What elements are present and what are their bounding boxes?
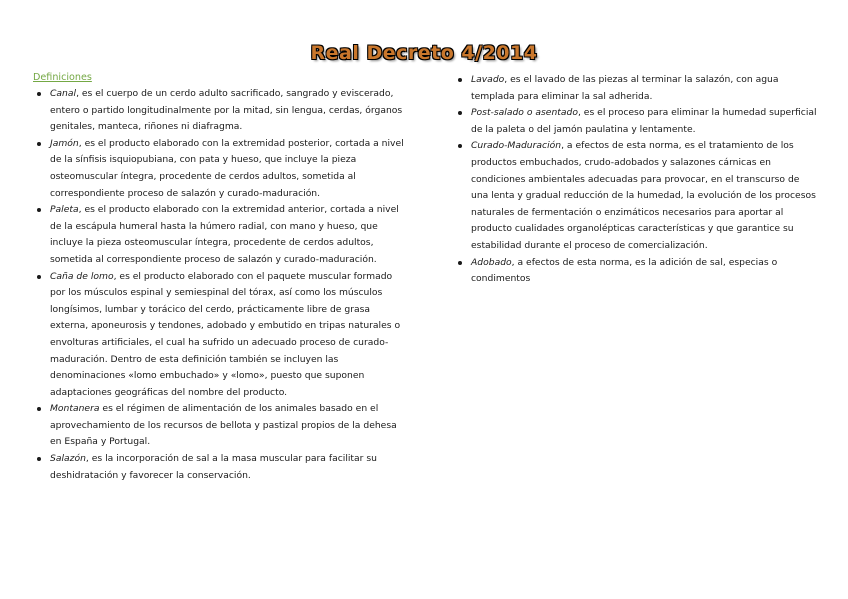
definition-term: Curado-Maduración <box>471 140 562 152</box>
definition-text: , es la incorporación de sal a la masa muscular para facilitar su deshidratación y favorecer la conservación. <box>50 453 377 481</box>
definition-term: Adobado <box>471 256 512 268</box>
list-item <box>50 86 409 136</box>
definition-term: Jamón <box>50 137 79 149</box>
list-item <box>50 401 409 451</box>
definition-term: Paleta <box>50 204 79 216</box>
list-item <box>50 269 409 402</box>
list-item <box>471 255 818 288</box>
page-title: Real Decreto 4/2014 <box>310 42 538 64</box>
list-item <box>471 138 818 254</box>
list-item <box>50 136 409 202</box>
list-item <box>471 72 818 105</box>
definition-text: , es el lavado de las piezas al terminar la salazón, con agua templada para eliminar la sal adherida. <box>471 74 779 102</box>
definition-term: Lavado <box>471 74 505 85</box>
definition-text: , a efectos de esta norma, es la adición de sal, especias o condimentos <box>471 256 778 285</box>
definition-term: Canal <box>50 88 77 99</box>
definition-text: , es el producto elaborado con la extremidad posterior, cortada a nivel de la sínfisis isquiopubiana, con pata y hueso, que incluye la pieza osteomuscular íntegra, procedente de cerdos adultos, sometida al correspondiente proceso de salazón y curado-maduración. <box>50 137 404 199</box>
left-column <box>33 70 409 484</box>
definition-term: Post-salado o asentado <box>471 107 578 119</box>
definition-term: Salazón <box>50 453 86 465</box>
list-item <box>50 451 409 484</box>
definition-text: , es el producto elaborado con la extremidad anterior, cortada a nivel de la escápula humeral hasta la húmero radial, con mano y hueso, que incluye la pieza osteomuscular íntegra, procedente de cerdos adultos, sometida al correspondiente proceso de salazón y curado-maduración. <box>50 204 399 265</box>
definition-text: , es el proceso para eliminar la humedad superficial de la paleta o del jamón paulatina y lentamente. <box>471 107 817 135</box>
section-heading-definiciones: Definiciones <box>33 72 92 83</box>
definitions-list-left <box>33 86 409 484</box>
definition-text: , es el cuerpo de un cerdo adulto sacrificado, sangrado y eviscerado, entero o partido longitudinalmente por la mitad, sin lengua, cerdas, órganos genitales, manteca, riñones ni diafragma. <box>50 88 403 133</box>
definitions-list-right <box>455 72 818 288</box>
definition-text: , a efectos de esta norma, es el tratamiento de los productos embuchados, crudo-adobados y salazones cárnicas en condiciones ambientales adecuadas para provocar, en el transcurso de una lenta y gradual reducción de la humedad, la evolución de los procesos naturales de fermentación o enzimáticos necesarios para aportar al producto cualidades organolépticas características y que garantice su estabilidad durante el proceso de comercialización. <box>471 140 816 251</box>
list-item <box>471 105 818 138</box>
definition-text: es el régimen de alimentación de los animales basado en el aprovechamiento de los recursos de bellota y pastizal propios de la dehesa en España y Portugal. <box>50 403 397 448</box>
list-item <box>50 202 409 268</box>
right-column <box>455 72 818 288</box>
definition-term: Caña de lomo <box>50 270 114 282</box>
definition-text: , es el producto elaborado con el paquete muscular formado por los músculos espinal y semiespinal del tórax, así como los músculos longísimos, lumbar y torácico del cerdo, prácticamente libre de grasa externa, aponeurosis y tendones, adobado y embutido en tripas naturales o envolturas artificiales, el cual ha sufrido un adecuado proceso de curado-maduración. Dentro de esta definición también se incluyen las denominaciones «lomo embuchado» y «lomo», puesto que suponen adaptaciones geográficas del nombre del producto. <box>50 270 401 398</box>
definition-term: Montanera <box>50 403 100 415</box>
